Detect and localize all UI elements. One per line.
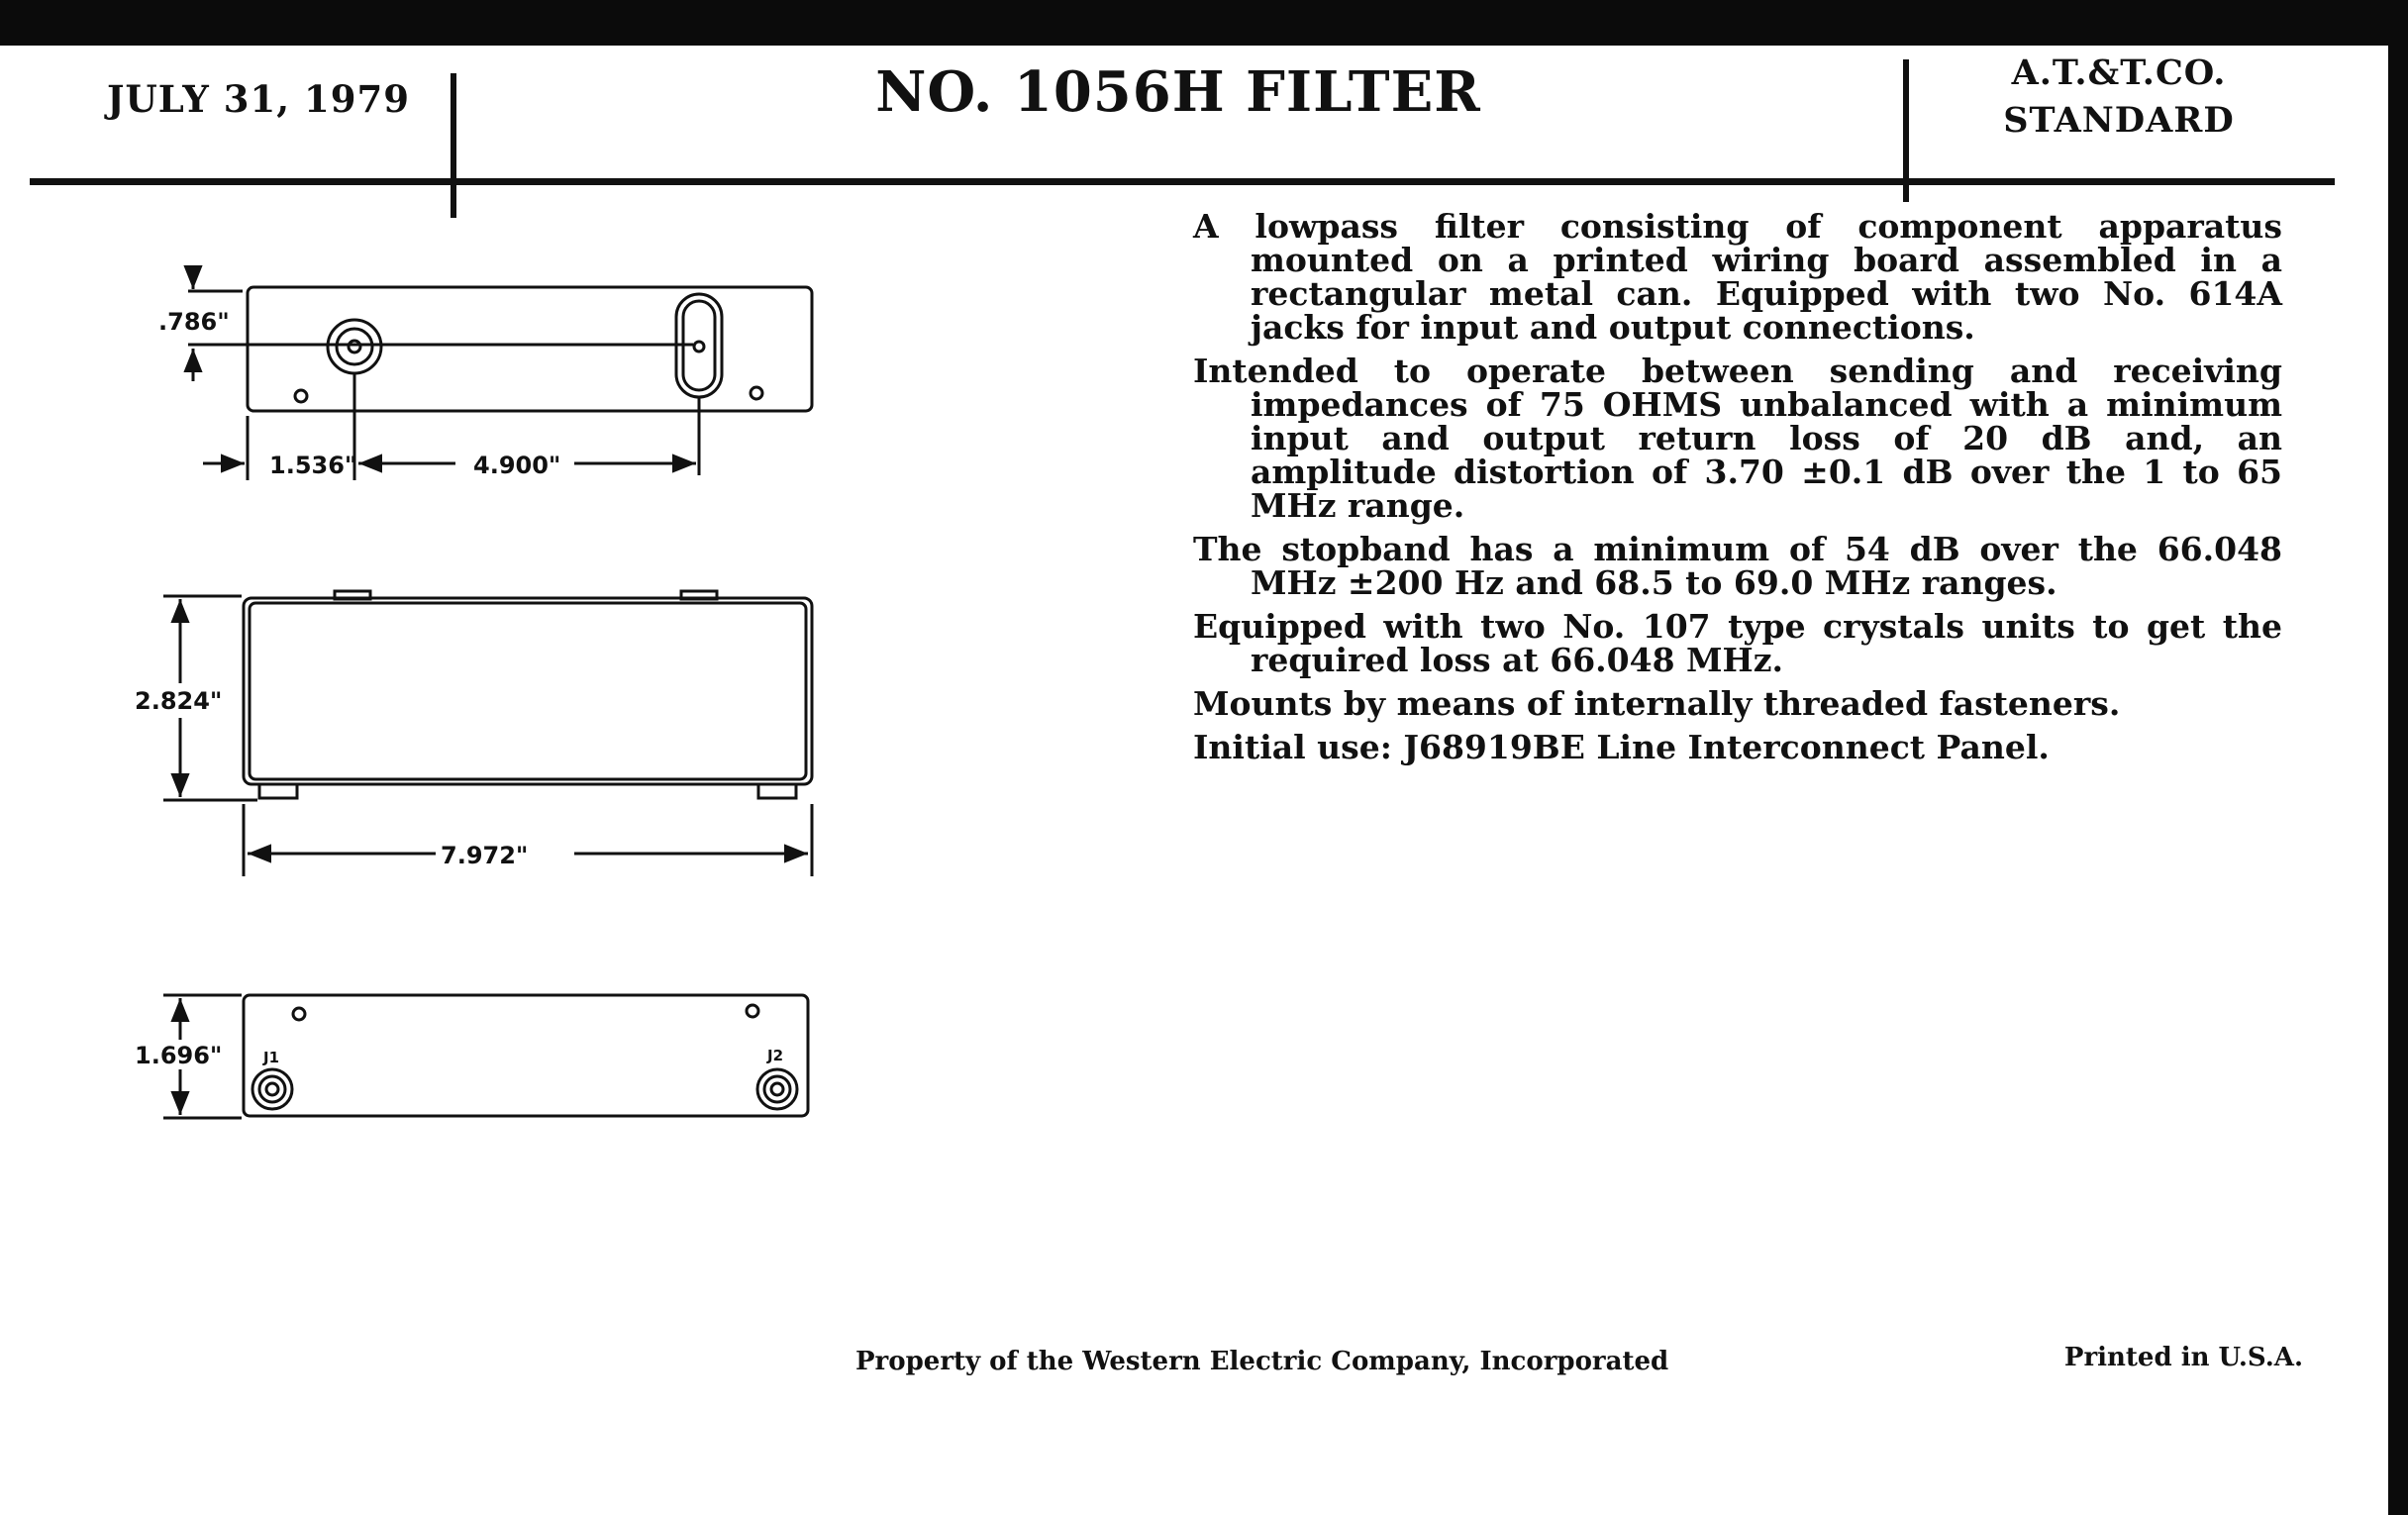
description-paragraph: Equipped with two No. 107 type crystals units to get the required loss at 66.048 MHz. [1193,607,2282,679]
end-view-height-dimension: 1.696" [135,1042,223,1069]
top-view-height-dimension: .786" [158,308,230,336]
page-title: NO. 1056H FILTER [875,59,1481,125]
printed-notice: Printed in U.S.A. [2063,1343,2303,1372]
org-name: A.T.&T.CO. [2011,52,2227,93]
jack-label-j2: J2 [767,1047,784,1064]
jack-label-j1: J1 [263,1049,280,1066]
issue-date: JULY 31, 1979 [107,77,410,121]
description-paragraph: Initial use: J68919BE Line Interconnect Panel. [1193,728,2050,766]
description-paragraph: The stopband has a minimum of 54 dB over the 66.048 MHz ±200 Hz and 68.5 to 69.0 MHz ranges. [1193,530,2282,602]
description [1193,207,2282,774]
description-paragraph: Intended to operate between sending and receiving impedances of 75 OHMS unbalanced with a minimum input and output return loss of 20 dB and, an amplitude distortion of 3.70 ±0.1 dB over the 1 to 65 MHz range. [1193,352,2282,525]
description-paragraph: Mounts by means of internally threaded fasteners. [1193,684,2121,723]
property-notice: Property of the Western Electric Company, Incorporated [855,1347,1669,1376]
front-view-outline [244,598,812,784]
mount-hole [295,390,307,402]
standard-word: STANDARD [2003,100,2235,141]
top-view-outline [248,287,812,411]
jack-offset-dimension: 1.536" [269,452,357,479]
jack-spacing-dimension: 4.900" [473,452,561,479]
length-dimension: 7.972" [441,842,529,869]
mount-hole [751,387,762,399]
end-view-outline [244,995,808,1116]
mount-hole [293,1008,305,1020]
mount-hole [747,1005,758,1017]
front-view-height-dimension: 2.824" [135,687,223,715]
description-paragraph: A lowpass filter consisting of component apparatus mounted on a printed wiring board assembled in a rectangular metal can. Equipped with two No. 614A jacks for input and output connections. [1193,207,2282,347]
